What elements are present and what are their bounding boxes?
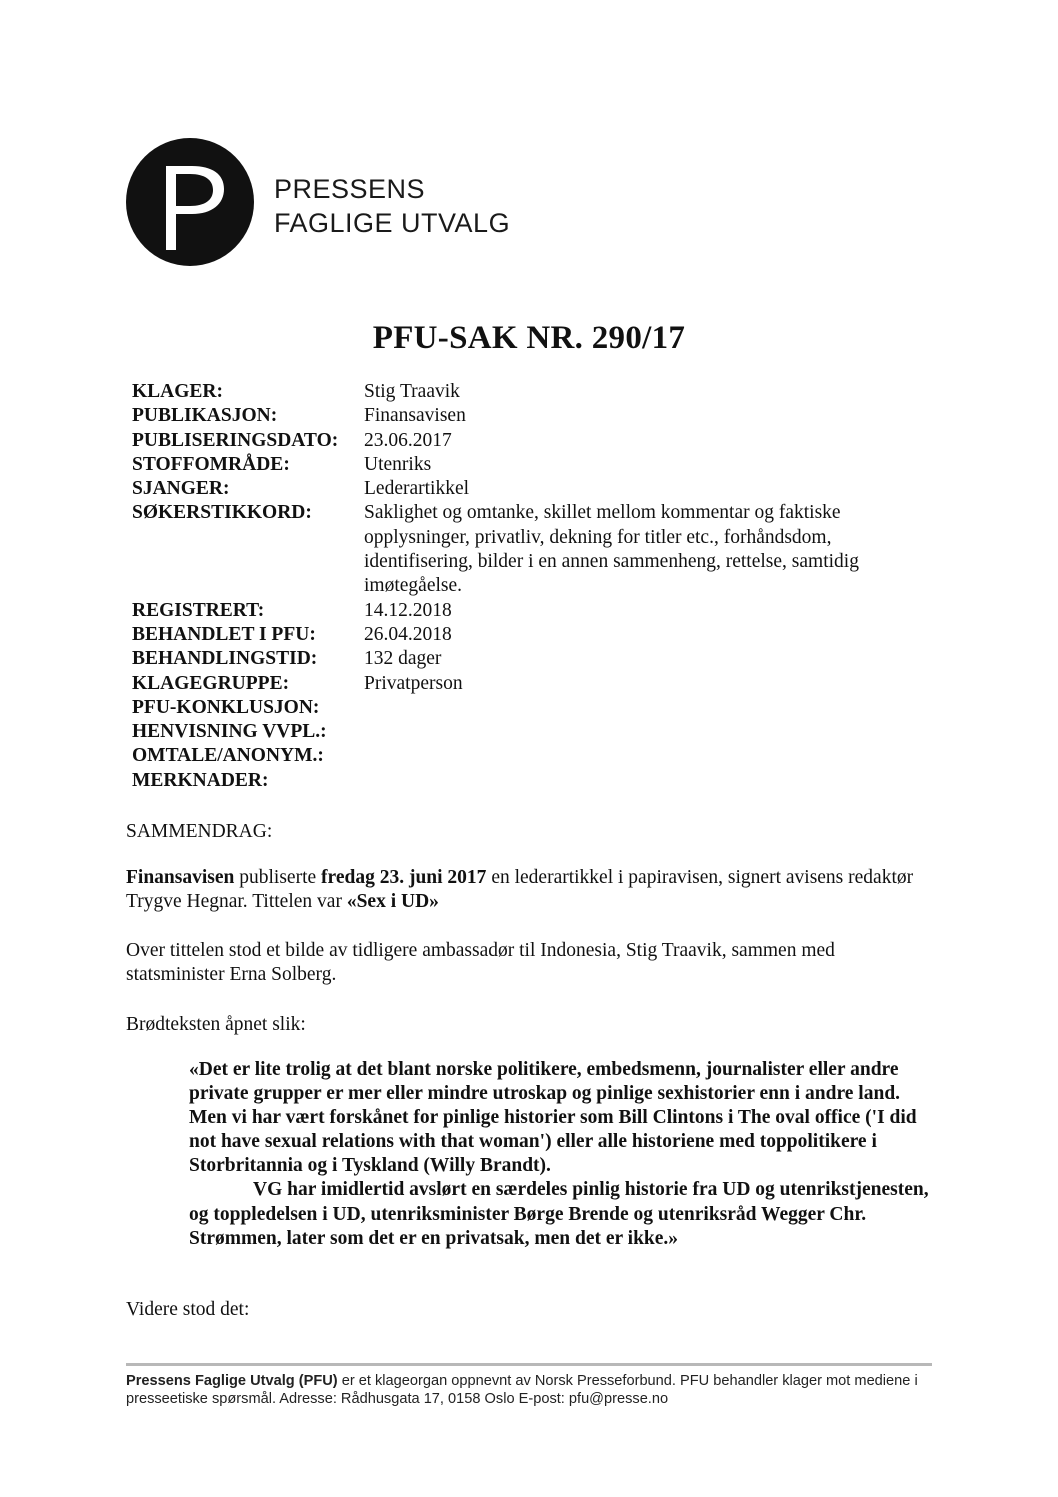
- logo-line-2: FAGLIGE UTVALG: [274, 208, 511, 238]
- logo-wordmark: [274, 172, 510, 240]
- publication-name: Finansavisen: [126, 867, 235, 888]
- pfu-logo-icon: [126, 138, 254, 266]
- meta-value: Saklighet og omtanke, skillet mellom kommentar og faktiske opplysninger, privatliv, dekning for titler etc., forhåndsdom, identifisering, bilder i en annen sammenheng, rettelse, samtidig imøtegåelse.: [364, 502, 859, 597]
- meta-value: 23.06.2017: [364, 429, 452, 451]
- summary-heading: SAMMENDRAG:: [126, 821, 273, 842]
- logo-line-1: PRESSENS: [274, 174, 426, 204]
- meta-key: KLAGEGRUPPE:: [132, 672, 290, 694]
- text-run: publiserte: [234, 867, 322, 888]
- meta-key: OMTALE/ANONYM.:: [132, 745, 324, 767]
- summary-paragraph-1: [126, 866, 926, 915]
- meta-row-klager: [132, 380, 932, 404]
- summary-paragraph-4: Videre stod det:: [126, 1299, 250, 1320]
- meta-value: 26.04.2018: [364, 623, 452, 645]
- quoted-article-text: [189, 1058, 929, 1251]
- summary-paragraph-2: Over tittelen stod et bilde av tidligere ambassadør til Indonesia, Stig Traavik, sammen med statsminister Erna Solberg.: [126, 940, 835, 986]
- meta-key: HENVISNING VVPL.:: [132, 721, 327, 743]
- meta-value: Stig Traavik: [364, 381, 460, 402]
- meta-row-konklusjon: [132, 696, 932, 720]
- meta-key: SJANGER:: [132, 478, 230, 500]
- footer-text: er et klageorgan oppnevnt av Norsk Presseforbund. PFU behandler klager mot mediene i presseetiske spørsmål. Adresse: Rådhusgata 17, 0158 Oslo E-post: pfu@presse.no: [126, 1373, 918, 1407]
- quote-paragraph-2-text: VG har imidlertid avslørt en særdeles pinlig historie fra UD og utenrikstjenesten, og toppledelsen i UD, utenriksminister Børge Brende og utenriksråd Wegger Chr. Strømmen, later som det er en privatsak, men det er ikke.»: [189, 1179, 929, 1249]
- meta-row-sjanger: [132, 477, 932, 501]
- footer-org-name: Pressens Faglige Utvalg (PFU): [126, 1373, 338, 1389]
- meta-value: Finansavisen: [364, 405, 466, 427]
- summary-paragraph-3: Brødteksten åpnet slik:: [126, 1014, 306, 1035]
- case-metadata: [132, 380, 932, 793]
- meta-key: REGISTRERT:: [132, 599, 265, 621]
- meta-key: PUBLISERINGSDATO:: [132, 429, 339, 451]
- case-title: PFU-SAK NR. 290/17: [372, 320, 686, 356]
- meta-value: [364, 744, 924, 768]
- meta-key: STOFFOMRÅDE:: [132, 453, 290, 475]
- meta-row-publiseringsdato: [132, 429, 932, 453]
- meta-value: 14.12.2018: [364, 599, 452, 621]
- meta-key: KLAGER:: [132, 381, 224, 402]
- meta-row-behandlet: [132, 623, 932, 647]
- footer-divider: [126, 1363, 932, 1366]
- meta-key: SØKERSTIKKORD:: [132, 502, 312, 524]
- meta-value: Privatperson: [364, 672, 463, 694]
- meta-value: [364, 769, 924, 793]
- quote-paragraph-1: «Det er lite trolig at det blant norske politikere, embedsmenn, journalister eller andre private grupper er mer eller mindre utroskap og pinlige sexhistorier enn i andre land. Men vi har vært forskånet for pinlige historier som Bill Clintons i The oval office ('I did not have sexual relations with that woman') eller alle historiene med toppolitikere i Storbritannia og i Tyskland (Willy Brandt).: [189, 1059, 917, 1177]
- meta-value: Lederartikkel: [364, 478, 470, 500]
- meta-row-stoffomrade: [132, 453, 932, 477]
- meta-row-behandlingstid: [132, 647, 932, 671]
- quote-paragraph-2: [189, 1178, 929, 1250]
- meta-row-registrert: [132, 599, 932, 623]
- publication-date: fredag 23. juni 2017: [321, 867, 487, 888]
- meta-key: PFU-KONKLUSJON:: [132, 696, 320, 718]
- meta-row-omtale: [132, 744, 932, 768]
- meta-row-henvisning: [132, 720, 932, 744]
- meta-key: BEHANDLINGSTID:: [132, 648, 318, 670]
- meta-value: 132 dager: [364, 648, 442, 670]
- meta-key: MERKNADER:: [132, 769, 269, 791]
- article-title: «Sex i UD»: [346, 891, 439, 913]
- text-run: en lederartikkel i papiravisen, signert avisens redaktør Trygve Hegnar. Tittelen var: [126, 867, 914, 913]
- page-footer: [126, 1372, 936, 1408]
- meta-value: Utenriks: [364, 453, 432, 475]
- meta-value: [364, 696, 924, 720]
- meta-key: PUBLIKASJON:: [132, 405, 278, 427]
- meta-row-merknader: [132, 769, 932, 793]
- meta-row-sokerstikkord: [132, 501, 932, 598]
- meta-row-klagegruppe: [132, 672, 932, 696]
- meta-row-publikasjon: [132, 404, 932, 428]
- meta-key: BEHANDLET I PFU:: [132, 623, 316, 645]
- meta-value: [364, 720, 924, 744]
